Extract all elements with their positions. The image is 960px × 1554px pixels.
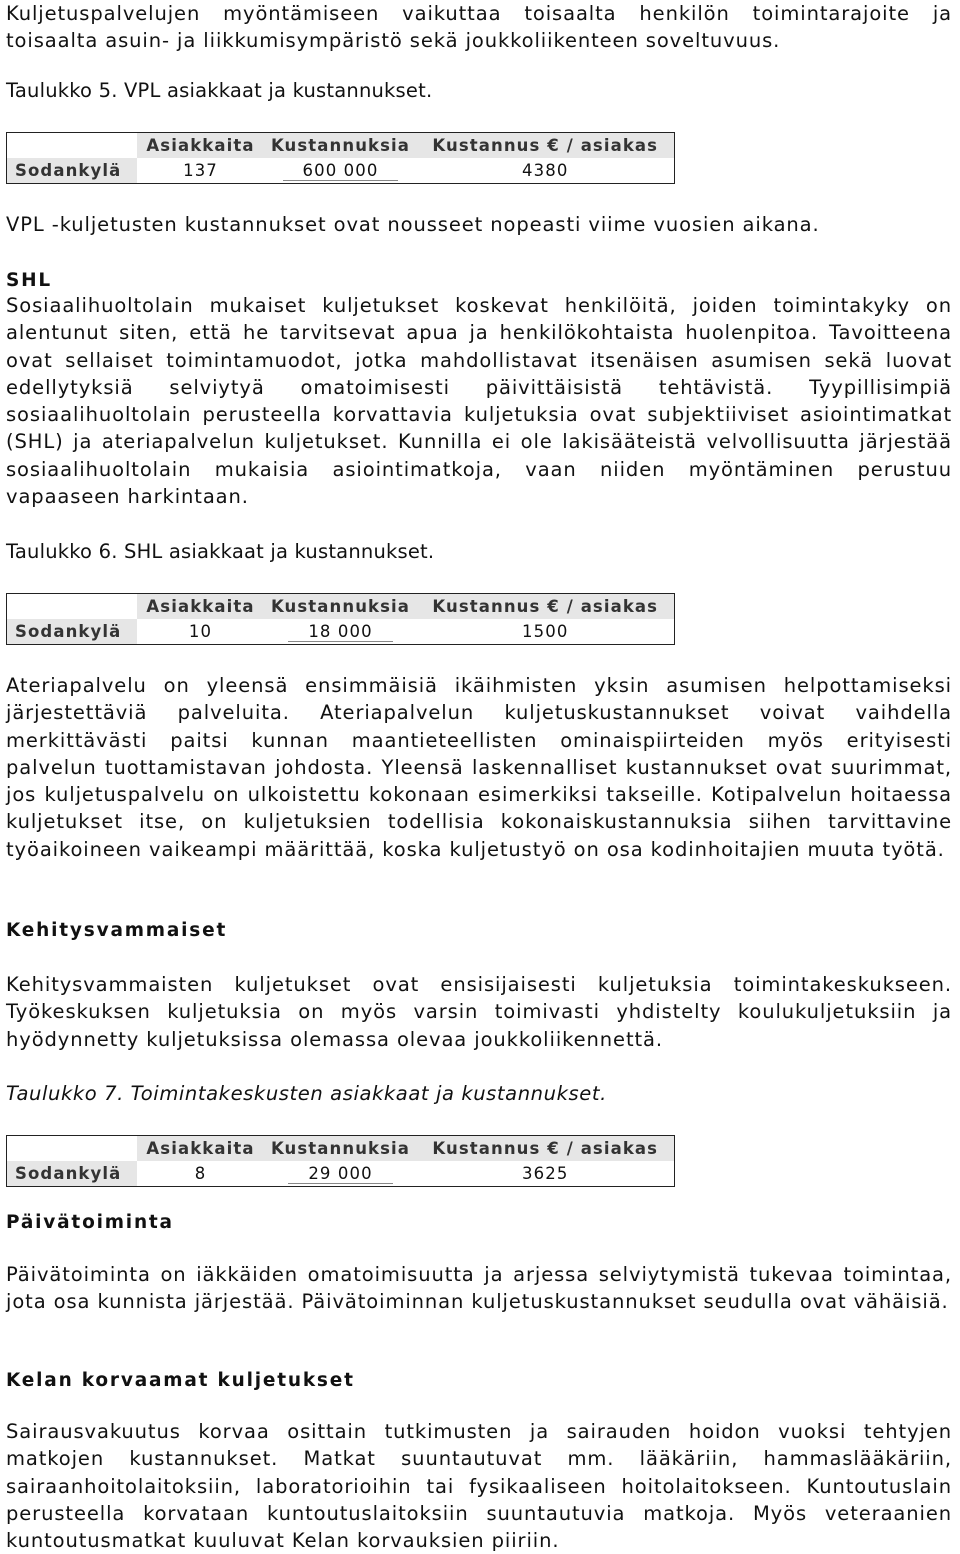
paivatoiminta-paragraph: Päivätoiminta on iäkkäiden omatoimisuutta ja arjessa selviytymistä tukevaa toimintaa, jota osa kunnista järjestää. Päivätoiminnan kuljetuskustannukset seudulla ovat vähäisiä. [6,1263,952,1314]
cell-kustannuksia-value: 29 000 [288,1164,392,1184]
table7-caption: Taulukko 7. Toimintakeskusten asiakkaat ja kustannukset. [6,1082,607,1105]
header-kustannus-per-asiakas: Kustannus € / asiakas [417,1136,675,1162]
cell-kustannuksia-value: 18 000 [288,622,392,642]
cell-kustannuksia-value: 600 000 [283,161,399,181]
kela-paragraph: Sairausvakuutus korvaa osittain tutkimusten ja sairauden hoidon vuoksi tehtyjen matkojen kustannukset. Matkat suuntautuvat mm. lääkäriin, hammaslääkäriin, sairaanhoitolaitoksiin, laboratorioihin tai fysikaaliseen hoitolaitokseen. Kuntoutuslain perusteella korvataan kuntoutuslaitoksiin suuntautuvia matkoja. Myös veteraanien kuntoutusmatkat kuuluvat Kelan korvauksien piiriin. [6,1420,952,1553]
kela-block [6,1418,952,1554]
intro-paragraph: Kuljetuspalvelujen myöntämiseen vaikuttaa toisaalta henkilön toimintarajoite ja toisaalta asuin- ja liikkumisympäristö sekä joukkoliikenteen soveltuvuus. [6,2,952,53]
header-kustannuksia: Kustannuksia [265,133,417,159]
header-asiakkaita: Asiakkaita [137,133,265,159]
cell-kustannuksia [265,619,417,645]
header-kustannuksia: Kustannuksia [265,594,417,620]
table5 [6,132,675,184]
row-label: Sodankylä [7,619,137,645]
table-row [7,158,675,184]
ateriapalvelu-block [6,672,952,863]
table-header-row [7,133,675,159]
shl-paragraph: Sosiaalihuoltolain mukaiset kuljetukset koskevat henkilöitä, joiden toimintakyky on alentunut siten, että he tarvitsevat apua ja henkilökohtaista huolenpitoa. Tavoitteena ovat sellaiset toimintamuodot, jotka mahdollistavat itsenäisen asumisen sekä luovat edellytyksiä selviytyä omatoimisesti päivittäisistä tehtävistä. Tyypillisimpiä sosiaalihuoltolain perusteella korvattavia kuljetuksia ovat subjektiiviset asiointimatkat (SHL) ja ateriapalvelun kuljetukset. Kunnilla ei ole lakisääteistä velvollisuutta järjestää sosiaalihuoltolain mukaisia asiointimatkoja, vaan niiden myöntäminen perustuu vapaaseen harkintaan. [6,294,952,509]
cell-asiakkaita: 8 [194,1164,207,1183]
shl-block [6,292,952,510]
vpl-note: VPL -kuljetusten kustannukset ovat nousseet nopeasti viime vuosien aikana. [6,213,820,236]
table5-caption: Taulukko 5. VPL asiakkaat ja kustannukset. [6,79,433,102]
header-asiakkaita: Asiakkaita [137,594,265,620]
ateriapalvelu-paragraph: Ateriapalvelu on yleensä ensimmäisiä ikäihmisten yksin asumisen helpottamiseksi järjestettäviä palveluita. Ateriapalvelun kuljetuskustannukset voivat vaihdella merkittävästi paitsi kunnan maantieteellisten ominaispiirteiden myös erityisesti palvelun tuottamistavan johdosta. Yleensä laskennalliset kustannukset ovat suurimmat, jos kuljetuspalvelu on ulkoistettu kokonaan esimerkiksi takseille. Kotipalvelun hoitaessa kuljetukset itse, on kuljetuksien todellisia kokonaiskustannuksia siihen tarvittavine työaikoineen vaikeampi määrittää, koska kuljetustyö on osa kodinhoitajien muuta työtä. [6,674,952,861]
table-header-row [7,1136,675,1162]
table7 [6,1135,675,1187]
header-blank [7,1136,137,1162]
header-asiakkaita: Asiakkaita [137,1136,265,1162]
row-label: Sodankylä [7,1161,137,1187]
paivatoiminta-heading: Päivätoiminta [6,1212,174,1233]
vpl-note-block [6,211,952,238]
header-kustannus-per-asiakas: Kustannus € / asiakas [417,594,675,620]
row-label: Sodankylä [7,158,137,184]
kehitysvammaiset-heading: Kehitysvammaiset [6,920,228,941]
cell-kustannus-per-asiakas: 4380 [522,161,569,180]
shl-heading: SHL [6,270,52,291]
table6-caption: Taulukko 6. SHL asiakkaat ja kustannukset. [6,540,435,563]
header-blank [7,133,137,159]
cell-kustannuksia [265,158,417,184]
paivatoiminta-block [6,1261,952,1316]
header-kustannus-per-asiakas: Kustannus € / asiakas [417,133,675,159]
cell-kustannuksia [265,1161,417,1187]
kela-heading: Kelan korvaamat kuljetukset [6,1370,355,1391]
kehitysvammaiset-block [6,971,952,1053]
table-row [7,619,675,645]
cell-asiakkaita: 10 [188,622,213,641]
table6 [6,593,675,645]
intro-block [6,0,952,55]
cell-kustannus-per-asiakas: 3625 [522,1164,569,1183]
header-blank [7,594,137,620]
cell-asiakkaita: 137 [183,161,218,180]
table-row [7,1161,675,1187]
kehitysvammaiset-paragraph: Kehitysvammaisten kuljetukset ovat ensisijaisesti kuljetuksia toimintakeskukseen. Työkeskuksen kuljetuksia on myös varsin toimivasti yhdistelty koulukuljetuksiin ja hyödynnetty kuljetuksissa olemassa olevaa joukkoliikennettä. [6,973,952,1051]
table-header-row [7,594,675,620]
header-kustannuksia: Kustannuksia [265,1136,417,1162]
cell-kustannus-per-asiakas: 1500 [522,622,569,641]
